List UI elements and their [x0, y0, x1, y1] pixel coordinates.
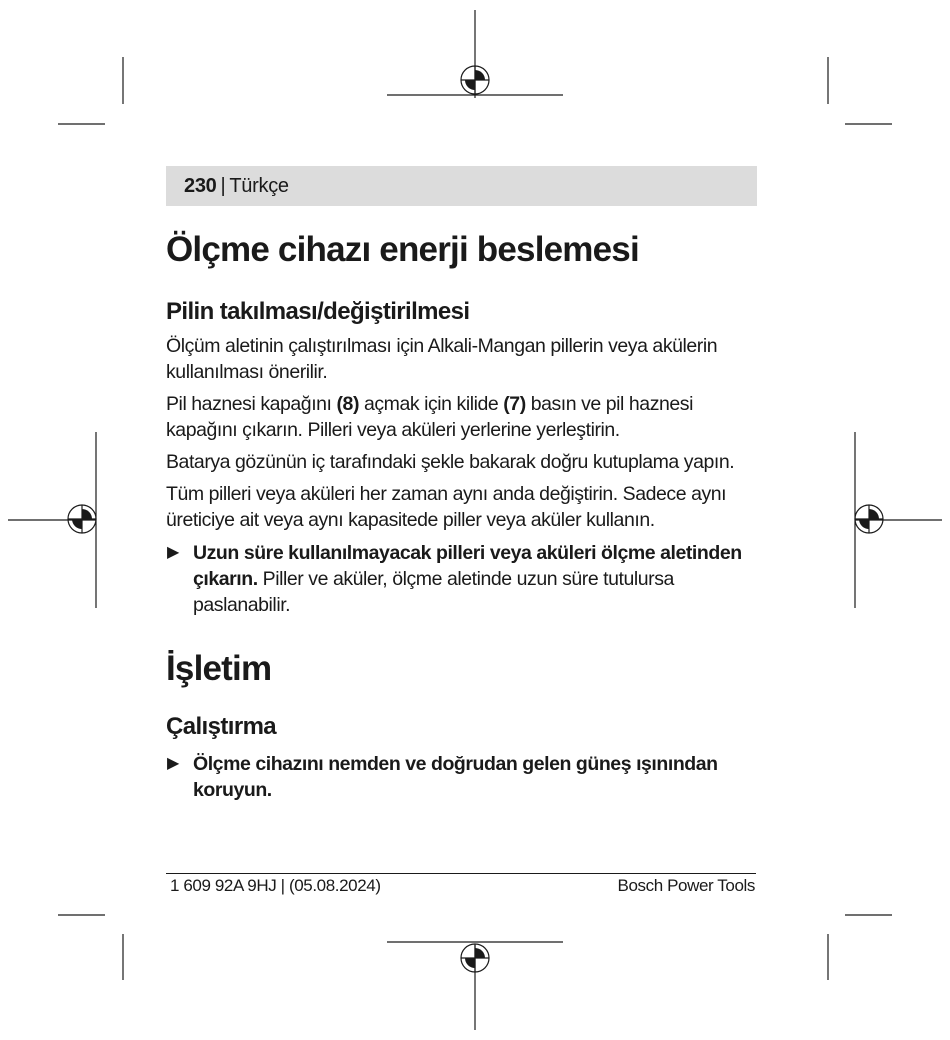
page-number: 230	[184, 174, 217, 197]
paragraph-polarity: Batarya gözünün iç tarafındaki şekle bakarak doğru kutuplama yapın.	[166, 451, 735, 473]
bullet-triangle-icon: ▶	[167, 755, 179, 772]
warning-remove-batteries: ▶ Uzun süre kullanılmayacak pilleri veya aküleri ölçme aletinden çıkarın. Piller ve aküler, ölçme aletinde uzun süre tutulursa paslanabilir.	[167, 542, 742, 616]
reference-8: (8)	[336, 393, 359, 415]
page-content	[166, 222, 766, 803]
start-heading: Çalıştırma	[166, 713, 277, 740]
footer-divider	[166, 873, 756, 874]
warning-protect-device: ▶ Ölçme cihazını nemden ve doğrudan gelen güneş ışınından koruyun.	[167, 753, 718, 801]
reference-7: (7)	[503, 393, 526, 415]
power-supply-title: Ölçme cihazı enerji beslemesi	[166, 230, 639, 269]
registration-mark-top	[461, 66, 489, 94]
header-language: Türkçe	[229, 174, 289, 197]
operation-title: İşletim	[166, 649, 272, 688]
footer-doc-code: 1 609 92A 9HJ | (05.08.2024)	[170, 876, 381, 895]
registration-mark-left	[68, 505, 96, 533]
battery-heading: Pilin takılması/değiştirilmesi	[166, 298, 470, 325]
header-separator: |	[220, 174, 226, 197]
registration-mark-bottom	[461, 944, 489, 972]
registration-mark-right	[855, 505, 883, 533]
bullet-triangle-icon: ▶	[167, 544, 179, 561]
paragraph-recommendation: Ölçüm aletinin çalıştırılması için Alkali-Mangan pillerin veya akülerin kullanılması önerilir.	[166, 335, 718, 383]
page-header	[166, 166, 757, 206]
paragraph-replace-all: Tüm pilleri veya aküleri her zaman aynı anda değiştirin. Sadece aynı üreticiye ait veya aynı kapasitede piller veya aküler kullanın.	[166, 483, 727, 531]
footer-brand: Bosch Power Tools	[617, 876, 755, 895]
paragraph-insert-battery: Pil haznesi kapağını (8) açmak için kilide (7) basın ve pil haznesi kapağını çıkarın. Pilleri veya aküleri yerlerine yerleştirin.	[166, 393, 693, 441]
